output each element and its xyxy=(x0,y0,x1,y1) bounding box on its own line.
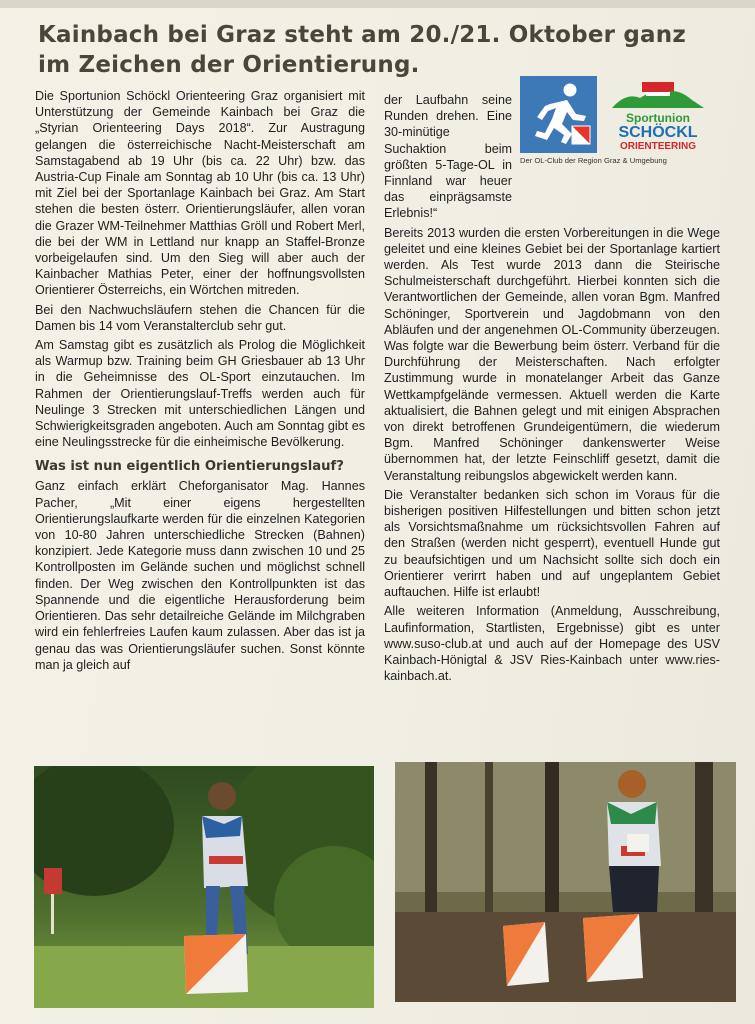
page-top-strip xyxy=(0,0,755,8)
paragraph: Die Sportunion Schöckl Orienteering Graz organisiert mit Unterstützung der Gemeinde Kainbach bei Graz die „Styrian Orienteering Days 2018“. Zur Austragung gelangen die österreichische Nacht-Meisterschaft am Samstagabend ab 19 Uhr (bis ca. 22 Uhr) bzw. das Austria-Cup Finale am Sonntag ab 10 Uhr (bis ca. 13 Uhr) mit Ziel bei der Sportanlage Kainbach bei Graz. Am Start stehen die besten österr. Orientierungsläufer, allen voran die Grazer WM-Teilnehmer Matthias Gröll und Robert Merl, die bei der WM in Lettland nur knapp an Staffel-Bronze vorbeigelaufen sind. Um den Sieg will aber auch der Kainbacher Mathias Peter, einer der hoffnungsvollsten Orientierer Österreichs, ein Wörtchen mitreden. xyxy=(35,89,365,298)
text-column-right xyxy=(384,92,720,687)
section-heading: Was ist nun eigentlich Orientierungslauf? xyxy=(35,459,344,475)
paragraph: Am Samstag gibt es zusätzlich als Prolog die Möglichkeit als Warmup bzw. Training beim GH Griesbauer ab 13 Uhr in die Geheimnisse des OL-Sport einzutauchen. Im Rahmen der Orientierungslauf-Treffs werden auch für Neulinge 3 Strecken mit unterschiedlichen Längen und Schwierigkeitsgraden angeboten. Auch am Sonntag gibt es eine Neulingsstrecke für die einheimische Bevölkerung. xyxy=(35,338,365,450)
paragraph: Bereits 2013 wurden die ersten Vorbereitungen in die Wege geleitet und eine kleines Gebiet bei der Sportanlage kartiert werden. Als Test wurde 2013 dann die Steirische Schulmeisterschaft durchgeführt. Hierbei konnten sich die Verantwortlichen der Gemeinde, allen voran Bgm. Manfred Schöninger, Sportverein und Jagdobmann von den Abläufen und der angenehmen OL-Community überzeugen. Was folgte war die Bewerbung beim österr. Verband für die Durchführung der Meisterschaften. Nach erfolgter Zustimmung wurde in monatelanger Arbeit das Ganze Wettkampfgelände vermessen. Aktuell werden die Karte aktualisiert, die Bahnen gelegt und mit einigen Absprachen von direkt betroffenen Grundeigentümern, die wiederum Bgm. Manfred Schöninger dankenswerter Weise übernommen hat, der letzte Feinschliff gesetzt, damit die Veranstaltung reibungslos abgewickelt werden kann. xyxy=(384,225,720,483)
text-column-left xyxy=(35,88,365,676)
sportunion-line3: ORIENTEERING xyxy=(619,141,697,152)
sportunion-line2: SCHÖCKL xyxy=(618,124,698,141)
logo-caption: Der OL-Club der Region Graz & Umgebung xyxy=(520,156,667,165)
photo-runner-grass xyxy=(34,766,374,1008)
article-title: Kainbach bei Graz steht am 20./21. Oktober ganz im Zeichen der Orientierung. xyxy=(38,22,686,78)
paragraph: Bei den Nachwuchsläufern stehen die Chancen für die Damen bis 14 vom Veranstalterclub sehr gut. xyxy=(35,302,365,333)
paragraph: Die Veranstalter bedanken sich schon im Voraus für die bisherigen positiven Hilfestellungen und bitten schon jetzt als Vorsichtsmaßnahme um rücksichtsvollen Fahren auf den Straßen (werden nicht gesperrt), eventuell Hunde gut zu beaufsichtigen und um Nachsicht sollte sich doch ein Orientierer verirrt haben und auf ungeplantem Gebiet auftauchen. Hilfe ist erlaubt! xyxy=(384,487,720,600)
paragraph: Ganz einfach erklärt Cheforganisator Mag. Hannes Pacher, „Mit einer eigens hergestellten Orientierungslaufkarte werden für die einzelnen Kategorien von 10-80 Jahren unterschiedliche Strecken (Bahnen) konzipiert. Jede Kategorie muss dann zwischen 10 und 25 Kontrollposten im Gelände suchen und möglichst schnell finden. Der Weg zwischen den Kontrollpunkten ist das Spannende und die eigentliche Herausforderung beim Orientieren. Das sehr detailreiche Gelände im Milchgraben wird ein fehlerfreies Laufen kaum zulassen. Aber das ist ja genau das was Orientierungsläufer suchen. Sonst könnte man ja gleich auf xyxy=(35,479,365,672)
photo-runner-forest xyxy=(395,762,736,1002)
paragraph: der Laufbahn seine Runden drehen. Eine 30-minütige Suchaktion beim größten 5-Tage-OL in Finnland war heuer das einprägsamste Erlebnis!“ xyxy=(384,93,512,221)
paragraph: Alle weiteren Information (Anmeldung, Ausschreibung, Laufinformation, Startlisten, Ergebnisse) gibt es unter www.suso-club.at und auch auf der Homepage des USV Kainbach-Hönigtal & JSV Ries-Kainbach unter www.ries-kainbach.at. xyxy=(384,604,720,684)
sportunion-line1: Sportunion xyxy=(626,111,690,125)
